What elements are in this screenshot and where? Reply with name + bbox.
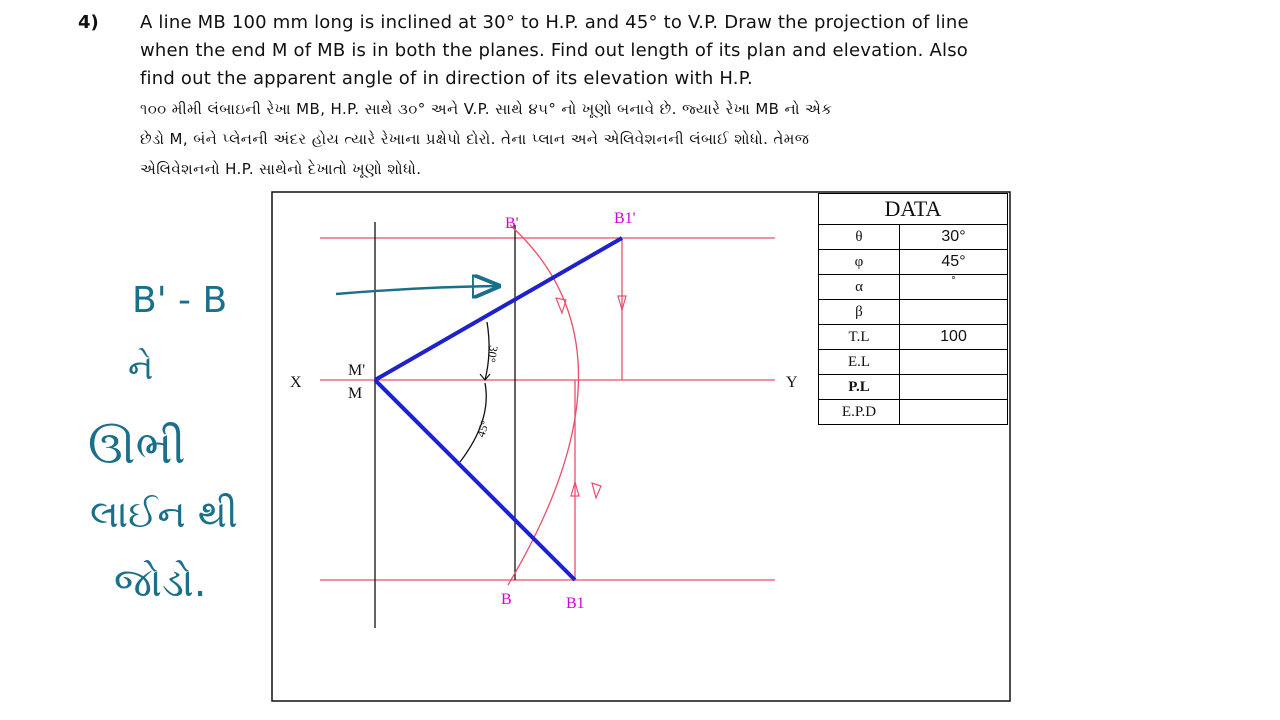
note-line-5: જોડો.: [114, 560, 207, 606]
question-number: 4): [78, 12, 99, 33]
table-value: 30°: [900, 225, 1008, 250]
angle-arrow: [480, 374, 490, 380]
question-line-2: when the end M of MB is in both the planes. Find out length of its plan and elevation. Also: [140, 40, 968, 61]
handwritten-note: [88, 280, 270, 620]
table-row: [819, 225, 1008, 250]
note-line-2: ને: [128, 348, 154, 388]
table-row: [819, 400, 1008, 425]
table-value: °: [900, 275, 1008, 300]
table-row: [819, 250, 1008, 275]
locus-arrow-down: [592, 483, 601, 498]
note-line-1: B' - B: [132, 280, 228, 321]
table-value: [900, 350, 1008, 375]
locus-arc: [508, 225, 579, 585]
question-line-3: find out the apparent angle of in direction of its elevation with H.P.: [140, 68, 753, 89]
table-value: [900, 375, 1008, 400]
note-line-4: લાઈન થી: [90, 492, 238, 536]
angle-45-label: 45°: [473, 418, 493, 439]
b1-label: B1: [566, 595, 585, 612]
true-length-plan-line: [375, 380, 575, 580]
b-prime-label: B': [505, 215, 519, 232]
table-value: [900, 300, 1008, 325]
table-key: T.L: [819, 325, 900, 350]
data-table: [818, 193, 1008, 425]
b-label: B: [501, 591, 512, 608]
table-row: [819, 275, 1008, 300]
m-prime-label: M': [348, 362, 366, 379]
table-row: [819, 300, 1008, 325]
y-label: Y: [786, 374, 798, 391]
question-line-1: A line MB 100 mm long is inclined at 30° to H.P. and 45° to V.P. Draw the projection of line: [140, 12, 969, 33]
table-value: [900, 400, 1008, 425]
table-row: [819, 350, 1008, 375]
table-row: [819, 375, 1008, 400]
x-label: X: [290, 374, 302, 391]
table-key: P.L: [819, 375, 900, 400]
b1-prime-label: B1': [614, 210, 636, 227]
table-key: θ: [819, 225, 900, 250]
data-table-title: DATA: [819, 194, 1008, 225]
gujarati-line-2: છેડો M, બંને પ્લેનની અંદર હોય ત્યારે રેખાના પ્રક્ષેપો દોરો. તેના પ્લાન અને એલિવેશનની લંબાઈ શોધો. તેમજ: [140, 130, 810, 148]
table-key: α: [819, 275, 900, 300]
locus-arrow-up: [556, 298, 566, 313]
note-line-3: ઊભી: [88, 420, 186, 474]
table-key: E.L: [819, 350, 900, 375]
table-key: β: [819, 300, 900, 325]
gujarati-line-1: ૧૦૦ મીમી લંબાઇની રેખા MB, H.P. સાથે ૩૦° અને V.P. સાથે ૪૫° નો ખૂણો બનાવે છે. જ્યારે રેખા MB નો એક: [140, 100, 833, 118]
table-value: 45°: [900, 250, 1008, 275]
angle-30-label: 30°: [484, 344, 501, 364]
table-key: E.P.D: [819, 400, 900, 425]
table-row: [819, 325, 1008, 350]
table-value: 100: [900, 325, 1008, 350]
handwritten-arrow: [336, 286, 496, 294]
gujarati-line-3: એલિવેશનનો H.P. સાથેનો દેખાતો ખૂણો શોધો.: [140, 160, 422, 178]
table-key: φ: [819, 250, 900, 275]
m-label: M: [348, 385, 363, 402]
